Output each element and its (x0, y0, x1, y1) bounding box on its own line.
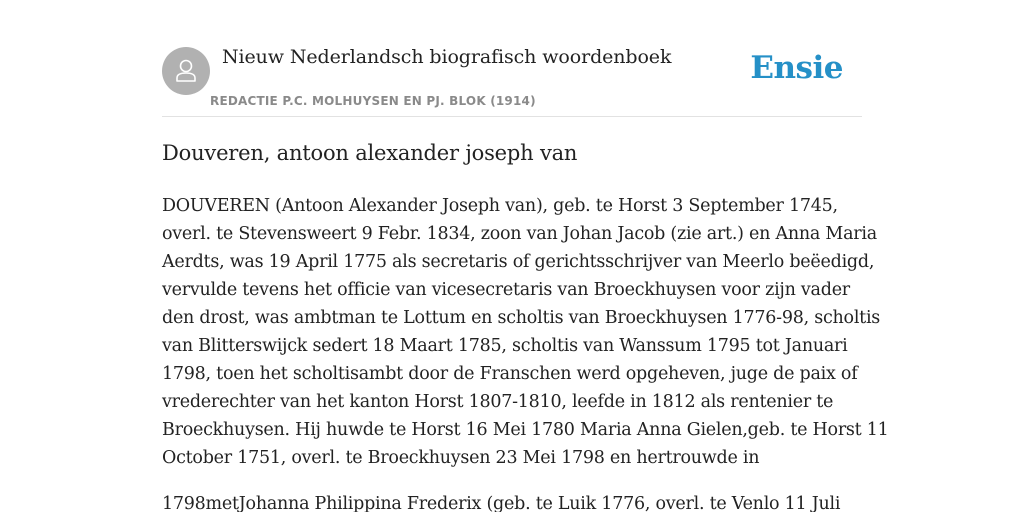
text-line: den drost, was ambtman te Lottum en scholtis van Broeckhuysen 1776-98, scholtis (162, 308, 881, 328)
entry-paragraph-2 (162, 490, 862, 512)
book-title[interactable]: Nieuw Nederlandsch biografisch woordenboek (222, 46, 672, 68)
text-line: vervulde tevens het officie van vicesecretaris van Broeckhuysen voor zijn vader (162, 280, 850, 300)
text-line: van Blitterswijck sedert 18 Maart 1785, scholtis van Wanssum 1795 tot Januari (162, 336, 848, 356)
text-line: October 1751, overl. te Broeckhuysen 23 Mei 1798 en hertrouwde in (162, 448, 760, 468)
entry-body (162, 192, 889, 512)
text-line: vrederechter van het kanton Horst 1807-1810, leefde in 1812 als rentenier te (162, 392, 834, 412)
entry-title: Douveren, antoon alexander joseph van (162, 141, 578, 165)
entry-paragraph-1 (162, 192, 889, 472)
text-line: overl. te Stevensweert 9 Febr. 1834, zoon van Johan Jacob (zie art.) en Anna Maria (162, 224, 877, 244)
text-line: 1798metJohanna Philippina Frederix (geb. te Luik 1776, overl. te Venlo 11 Juli (162, 494, 841, 512)
user-icon[interactable] (162, 47, 210, 95)
book-editors: REDACTIE P.C. MOLHUYSEN EN PJ. BLOK (1914) (210, 94, 536, 108)
text-line: Broeckhuysen. Hij huwde te Horst 16 Mei 1780 Maria Anna Gielen,geb. te Horst 11 (162, 420, 889, 440)
text-line: DOUVEREN (Antoon Alexander Joseph van), geb. te Horst 3 September 1745, (162, 196, 838, 216)
book-header (162, 44, 862, 117)
text-line: 1798, toen het scholtisambt door de Franschen werd opgeheven, juge de paix of (162, 364, 858, 384)
ensie-logo[interactable]: Ensie (750, 50, 843, 86)
text-line: Aerdts, was 19 April 1775 als secretaris of gerichtsschrijver van Meerlo beëedigd, (162, 252, 875, 272)
